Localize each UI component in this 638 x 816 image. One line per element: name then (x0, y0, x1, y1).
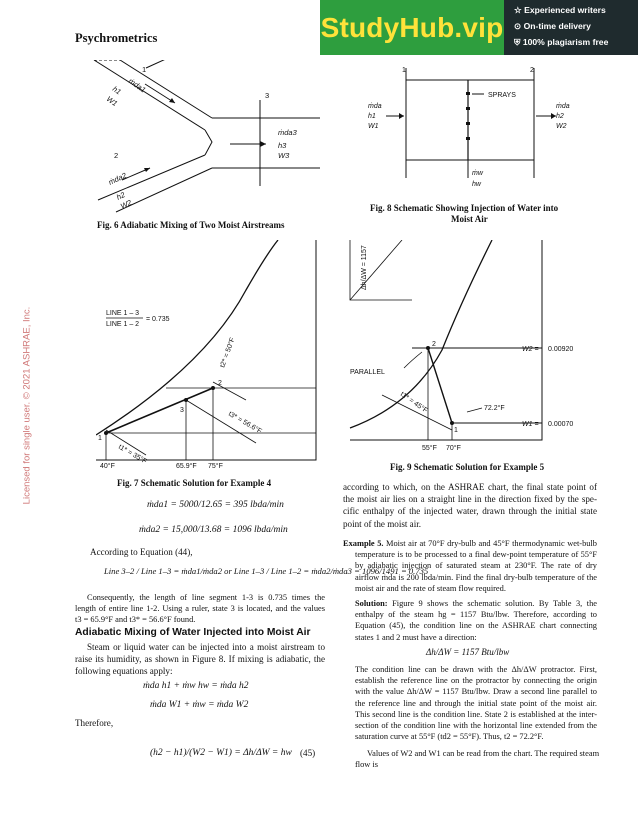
fig8-label-mda-left: ṁda (368, 103, 382, 110)
section-heading: Adiabatic Mixing of Water Injected into Moist Air (75, 627, 311, 638)
intro-paragraph: according to which, on the ASHRAE chart, the final state point of the moist air lies on a straight line in the direction fixed by the spe- cific enthalpy of the injected water, drawn through the initial state point of the moist air. (343, 482, 597, 529)
fig9-W1-value: 0.00070 (548, 421, 574, 428)
fig8-label-W2: W2 (556, 123, 567, 130)
solution-paragraph: Solution: Figure 9 shows the schematic solution. By Table 3, the enthalpy of the steam hg = 1157 Btu/lbw. Therefore, according to Equation (45), the condition line on the ASHRAE chart connecting states 1 and 2 must have a direction: (355, 599, 597, 642)
fig8-label-h2: h2 (556, 113, 564, 120)
running-title: Psychrometrics (75, 31, 158, 45)
fig7-t3s: t3* = 56.6°F (227, 410, 263, 436)
therefore-text: Therefore, (75, 718, 114, 728)
direction-equation: Δh/ΔW = 1157 Btu/lbw (426, 647, 510, 657)
studyhub-logo[interactable]: StudyHub.vip (320, 0, 504, 55)
fig7-example4-chart (96, 240, 322, 470)
fig7-point-1: 1 (98, 435, 102, 442)
consequently-paragraph: Consequently, the length of line segment 1-3 is 0.735 times the length of entire line 1-2. Using a ruler, state 3 is located, and the values t3 = 65.9°F and t3* = 56.6°F found. (75, 593, 325, 625)
steam-paragraph: Steam or liquid water can be injected into a moist airstream to raise its humidity, as shown in Figure 8. If mixing is adiabatic, the following equations apply: (75, 642, 325, 677)
equation-45-number: (45) (300, 748, 316, 758)
fig9-protractor-label: Δh/ΔW = 1157 (361, 245, 368, 290)
fig6-mixing-diagram (80, 60, 320, 220)
shield-icon: ⛨ (514, 37, 521, 47)
studyhub-banner[interactable] (320, 0, 638, 55)
banner-features (504, 0, 638, 55)
fig9-W2-value: 0.00920 (548, 346, 574, 353)
fig7-xtick-75: 75°F (208, 463, 223, 470)
fig8-label-W1: W1 (368, 123, 379, 130)
star-icon: ☆ (514, 5, 522, 15)
fig8-label-mda-right: ṁda (556, 103, 570, 110)
fig9-example5-chart (342, 240, 590, 455)
mda1-equation: ṁda1 = 5000/12.65 = 395 lbda/min (147, 500, 284, 510)
fig6-label-W2: W2 (119, 197, 134, 211)
fig9-W1-label: W1 = (522, 421, 539, 428)
mass-equation: ṁda W1 + ṁw = ṁda W2 (150, 700, 249, 710)
clock-icon: ⊙ (514, 21, 522, 31)
example5-paragraph: Example 5. Moist air at 70°F dry-bulb and 45°F thermodynamic wet-bulb temperature is to be processed to a final dew-point temperature of 55°F by adiabatic injection of saturated steam at 230°F. The rate of dry airflow ṁda is 200 lbda/min. Find the final dry-bulb temperature of the moist air and the rate of steam flow required. (343, 539, 597, 593)
fig9-parallel-label: PARALLEL (350, 369, 385, 376)
fig6-label-h3: h3 (278, 141, 287, 150)
fig9-t1s: t1* = 45°F (398, 390, 429, 415)
fig6-caption: Fig. 6 Adiabatic Mixing of Two Moist Airstreams (97, 220, 285, 230)
fig7-t1s: t1* = 35°F (117, 443, 148, 466)
fig9-caption: Fig. 9 Schematic Solution for Example 5 (390, 462, 545, 472)
fig8-caption-line1: Fig. 8 Schematic Showing Injection of Water into (370, 203, 559, 213)
fig7-xtick-659: 65.9°F (176, 463, 197, 470)
equation-45: (h2 − h1)/(W2 − W1) = Δh/ΔW = hw (150, 748, 292, 758)
license-watermark: Licensed for single user. © 2021 ASHRAE, Inc. (21, 306, 33, 505)
fig6-label-mda2: ṁda2 (107, 170, 128, 187)
mda2-equation: ṁda2 = 15,000/13.68 = 1096 lbda/min (139, 525, 288, 535)
fig9-xtick-55: 55°F (422, 445, 437, 452)
fig7-ratio-value: = 0.735 (146, 316, 170, 323)
fig9-temp-722: 72.2°F (484, 405, 505, 412)
feature-writers: ☆ Experienced writers (514, 5, 606, 15)
fig8-label-hw: hw (472, 181, 481, 188)
fig8-label-1: 1 (402, 67, 406, 74)
fig8-label-2: 2 (530, 67, 534, 74)
fig9-W2-label: W2 = (522, 346, 539, 353)
fig8-label-sprays: SPRAYS (488, 92, 516, 99)
fig7-point-2: 2 (218, 380, 222, 387)
fig7-ratio-bottom: LINE 1 – 2 (106, 321, 140, 328)
fig7-t2s: t2* = 50°F (219, 336, 237, 369)
ratio-equation: Line 3–2 / Line 1–3 = ṁda1/ṁda2 or Line 1–3 / Line 1–2 = ṁda2/ṁda3 = 1096/1491 = 0.735 (104, 566, 429, 576)
fig7-xtick-40: 40°F (100, 463, 115, 470)
fig7-caption: Fig. 7 Schematic Solution for Example 4 (117, 478, 272, 488)
fig6-label-h2: h2 (115, 190, 127, 202)
fig7-point-3: 3 (180, 407, 184, 414)
values-paragraph: Values of W2 and W1 can be read from the chart. The required steam flow is (355, 749, 600, 770)
fig6-label-W1: W1 (104, 94, 120, 109)
fig9-point-1: 1 (454, 427, 458, 434)
fig6-label-3: 3 (265, 91, 270, 100)
fig8-label-mw: ṁw (472, 170, 483, 177)
fig6-label-1: 1 (142, 65, 147, 74)
feature-plagiarism: ⛨ 100% plagiarism free (514, 37, 609, 47)
fig9-point-2: 2 (432, 341, 436, 348)
according-text: According to Equation (44), (90, 547, 193, 557)
fig6-label-mda1: ṁda1 (126, 76, 148, 95)
energy-equation: ṁda h1 + ṁw hw = ṁda h2 (143, 681, 249, 691)
fig6-label-h1: h1 (110, 84, 123, 97)
fig7-ratio-top: LINE 1 – 3 (106, 310, 140, 317)
fig6-label-mda3: ṁda3 (278, 128, 297, 137)
fig8-caption-line2: Moist Air (451, 214, 488, 224)
fig9-xtick-70: 70°F (446, 445, 461, 452)
fig6-label-W3: W3 (278, 151, 290, 160)
fig8-label-h1: h1 (368, 113, 376, 120)
condition-paragraph: The condition line can be drawn with the Δh/ΔW protractor. First, establish the reference line on the protractor by connecting the origin with the value Δh/ΔW = 1157 Btu/lbw. Draw a second line parallel to the reference line and through the initial state point of the moist air. This second line is the condition line. State 2 is established at the inter- section of the condition line with the horizontal line extended from the saturation curve at 55°F (td2 = 55°F). Thus, t2 = 72.2°F. (355, 665, 597, 742)
fig6-label-2: 2 (114, 151, 119, 160)
fig8-water-injection-diagram (366, 60, 576, 200)
feature-delivery: ⊙ On-time delivery (514, 21, 591, 31)
